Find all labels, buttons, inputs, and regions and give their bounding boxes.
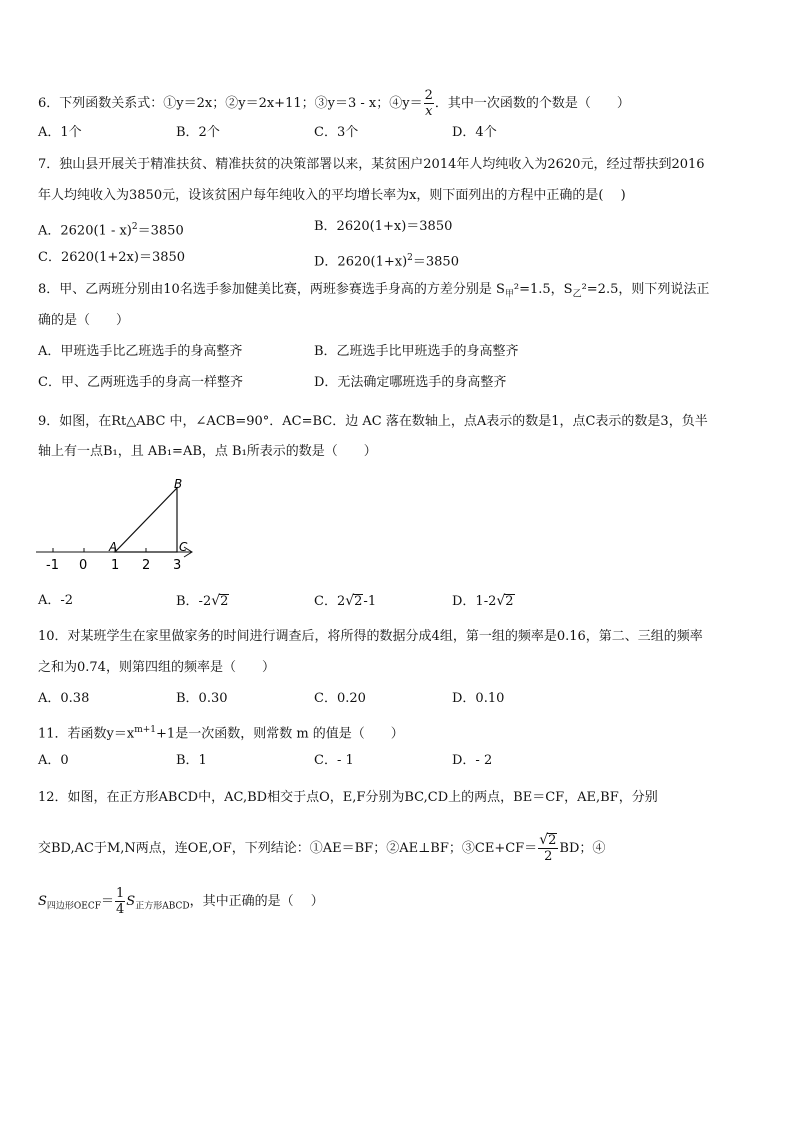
q12-line2 (38, 833, 605, 864)
q8-line2: 确的是（ ） (38, 313, 130, 328)
q7-option-a (38, 218, 184, 240)
q11-stem-post: +1是一次函数，则常数 m 的值是（ ） (156, 726, 404, 742)
q7-line2: 年人均纯收入为3850元，设该贫困户每年纯收入的平均增长率为x，则下面列出的方程中正确的是( ) (38, 188, 626, 203)
q12-s2: S (126, 894, 136, 909)
q9-option-c (314, 592, 376, 611)
sqrt-icon: √ (211, 593, 221, 609)
q9-option-d-pre: D．1-2 (452, 594, 497, 609)
q6-stem (38, 88, 630, 119)
q8-line1-mid: ²=1.5，S (513, 282, 573, 297)
q6-stem-post: ．其中一次函数的个数是（ ） (434, 96, 630, 111)
q9-option-a: A．-2 (38, 593, 74, 608)
q7-option-d (314, 249, 459, 271)
tick-label-0: 0 (79, 558, 88, 573)
q7-option-a-tail: ＝3850 (137, 223, 184, 239)
sqrt-icon: √ (345, 593, 355, 609)
q9-option-c-post: -1 (363, 594, 377, 609)
tick-label-3: 3 (173, 558, 182, 573)
q8-option-a: A．甲班选手比乙班选手的身高整齐 (38, 344, 243, 359)
q8-option-d: D．无法确定哪班选手的身高整齐 (314, 375, 507, 390)
q12-line3-post: ，其中正确的是（ ） (189, 894, 324, 909)
point-a-label: A (109, 540, 118, 554)
q8-line1-post: ²=2.5，则下列说法正 (581, 282, 710, 297)
q6-frac-den: x (425, 104, 433, 119)
q12-line2-post: BD；④ (559, 841, 606, 856)
q7-option-d-tail: ＝3850 (412, 254, 459, 270)
tick-label-1: 1 (111, 558, 120, 573)
q7-option-a-text: A．2620(1 - x) (38, 223, 132, 239)
q9-option-c-pre: C．2 (314, 594, 346, 609)
q10-option-d: D．0.10 (452, 691, 505, 706)
sqrt-icon: √ (539, 832, 549, 848)
point-b-label: B (174, 477, 183, 491)
q9-line1: 9．如图，在Rt△ABC 中，∠ACB=90°．AC=BC．边 AC 落在数轴上，点A表示的数是1，点C表示的数是3，负半 (38, 414, 708, 429)
q12-fraction-quarter (115, 886, 125, 917)
q12-eq: ＝ (101, 894, 115, 909)
q9-option-b (176, 592, 229, 611)
q6-f1: ①y＝2x； (163, 96, 226, 111)
q12-s1: S (38, 894, 47, 909)
q12-sub1: 四边形OECF (46, 901, 101, 912)
q11-exponent: m+1 (134, 725, 157, 735)
q8-option-b: B．乙班选手比甲班选手的身高整齐 (314, 344, 519, 359)
q6-option-d: D．4个 (452, 125, 497, 140)
q12-frac-num-radicand: 2 (548, 833, 557, 848)
q8-sub-jia: 甲 (504, 289, 514, 300)
q10-option-b: B．0.30 (176, 691, 228, 706)
q9-option-b-radicand: 2 (220, 594, 229, 609)
q8-option-c: C．甲、乙两班选手的身高一样整齐 (38, 375, 243, 390)
q7-option-b: B．2620(1+x)＝3850 (314, 219, 453, 234)
q12-quarter-den: 4 (116, 902, 125, 917)
q11-option-d: D．- 2 (452, 753, 493, 768)
q10-option-a: A．0.38 (38, 691, 90, 706)
q9-option-c-radicand: 2 (354, 594, 363, 609)
q12-line1: 12．如图，在正方形ABCD中，AC,BD相交于点O，E,F分别为BC,CD上的两点，BE＝CF，AE,BF，分别 (38, 790, 658, 805)
q6-option-b: B．2个 (176, 125, 220, 140)
q9-option-d (452, 592, 515, 611)
q10-option-c: C．0.20 (314, 691, 366, 706)
q10-line2: 之和为0.74，则第四组的频率是（ ） (38, 660, 275, 675)
point-c-label: C (179, 540, 188, 554)
q6-stem-pre: 6．下列函数关系式： (38, 96, 164, 111)
q7-option-d-text: D．2620(1+x) (314, 254, 408, 270)
q12-fraction-sqrt2-over-2 (538, 833, 558, 864)
q9-figure (34, 474, 204, 574)
triangle-abc (115, 488, 177, 552)
q9-line2: 轴上有一点B₁，且 AB₁=AB，点 B₁所表示的数是（ ） (38, 444, 377, 459)
tick-label-neg1: -1 (46, 558, 59, 573)
sqrt-icon: √ (496, 593, 506, 609)
q6-f2: ②y＝2x+11； (225, 96, 315, 111)
q11-stem-pre: 11．若函数y＝x (38, 726, 135, 742)
q11-option-b: B．1 (176, 753, 207, 768)
q12-line3 (38, 886, 324, 917)
q12-line2-pre: 交BD,AC于M,N两点，连OE,OF，下列结论：①AE＝BF；②AE⊥BF；③CE+CF＝ (38, 841, 538, 856)
q12-sub2: 正方形ABCD (135, 901, 190, 912)
q12-frac-den: 2 (544, 849, 553, 864)
q12-frac-num (538, 833, 558, 849)
q9-option-d-radicand: 2 (505, 594, 514, 609)
q8-line1 (38, 281, 709, 304)
q11-stem (38, 721, 404, 743)
q11-option-c: C．- 1 (314, 753, 354, 768)
q9-option-b-pre: B．-2 (176, 594, 212, 609)
q10-line1: 10．对某班学生在家里做家务的时间进行调查后，将所得的数据分成4组，第一组的频率是0.16，第二、三组的频率 (38, 629, 703, 644)
q6-f3: ③y＝3 - x； (314, 96, 390, 111)
q6-option-a: A．1个 (38, 125, 82, 140)
q7-option-c: C．2620(1+2x)＝3850 (38, 250, 186, 265)
q6-option-c: C．3个 (314, 125, 359, 140)
q7-option-d-sup: 2 (407, 253, 413, 263)
q6-frac-num: 2 (424, 88, 433, 103)
q8-sub-yi: 乙 (572, 289, 582, 300)
q7-option-a-sup: 2 (131, 222, 138, 232)
q7-line1: 7．独山县开展关于精准扶贫、精准扶贫的决策部署以来，某贫困户2014年人均纯收入为2620元，经过帮扶到2016 (38, 157, 705, 172)
tick-label-2: 2 (142, 558, 151, 573)
q8-line1-pre: 8．甲、乙两班分别由10名选手参加健美比赛，两班参赛选手身高的方差分别是 S (38, 282, 505, 297)
q6-fraction (424, 88, 434, 119)
q11-option-a: A．0 (38, 753, 69, 768)
q6-f4-pre: ④y＝ (389, 96, 423, 111)
q12-quarter-num: 1 (116, 886, 125, 901)
